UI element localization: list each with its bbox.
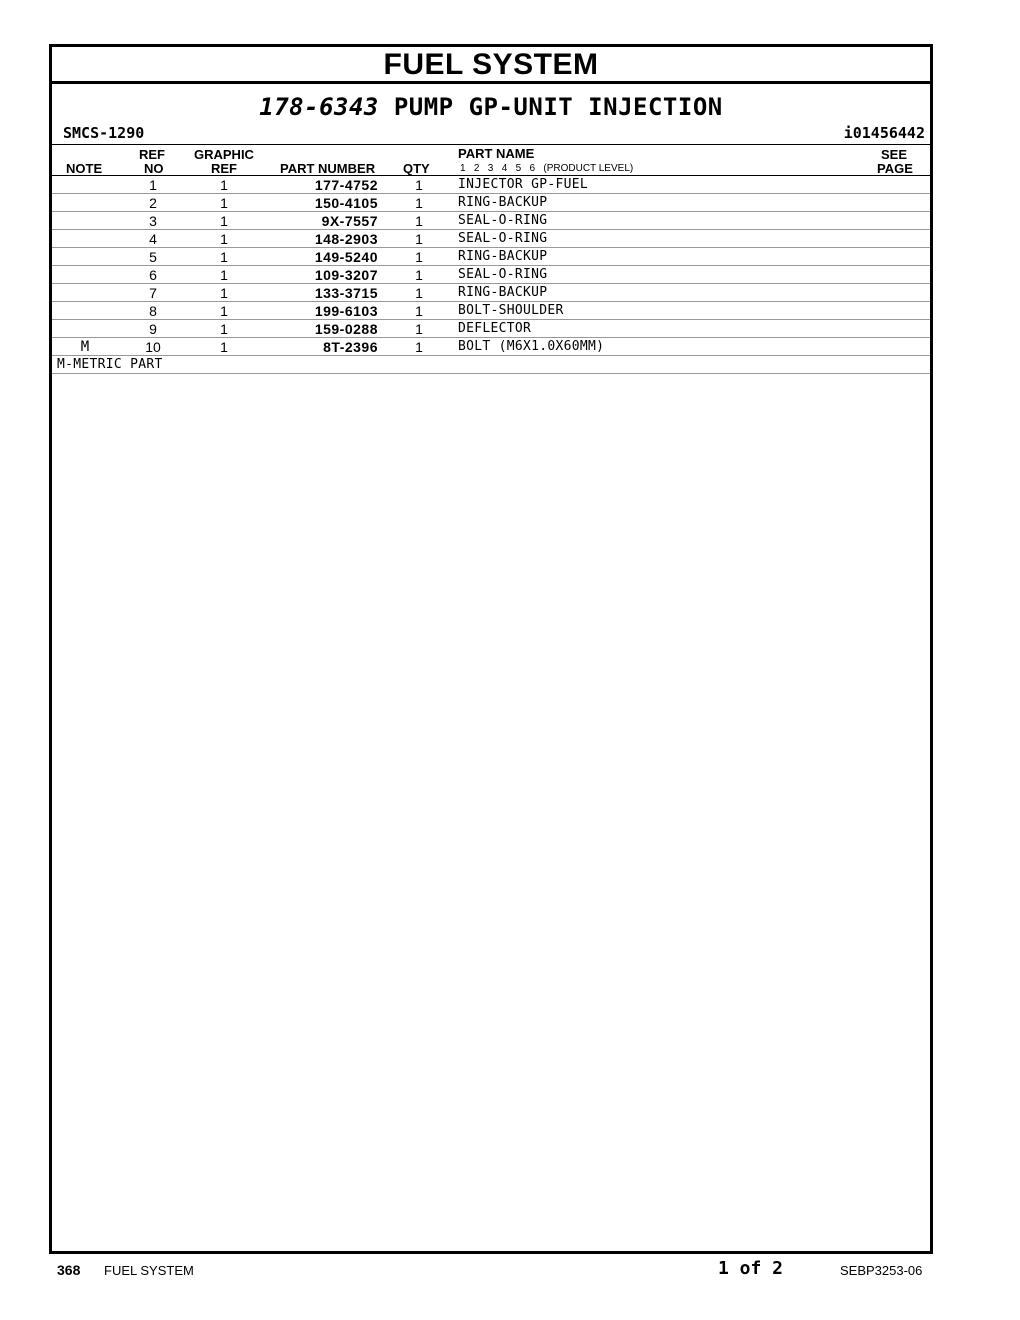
section-title: FUEL SYSTEM <box>52 47 930 84</box>
row-part-name: BOLT (M6X1.0X60MM) <box>458 339 605 354</box>
row-qty: 1 <box>415 195 423 211</box>
row-part-name: RING-BACKUP <box>458 249 548 264</box>
page-number: 368 <box>57 1262 81 1278</box>
row-part-number: 149-5240 <box>314 249 378 265</box>
row-part-name: SEAL-O-RING <box>458 213 548 228</box>
row-part-number: 199-6103 <box>314 303 378 319</box>
row-part-name: SEAL-O-RING <box>458 267 548 282</box>
row-part-name: RING-BACKUP <box>458 285 548 300</box>
table-row <box>52 212 930 230</box>
row-part-name: RING-BACKUP <box>458 195 548 210</box>
row-part-number: 148-2903 <box>314 231 378 247</box>
row-part-name: INJECTOR GP-FUEL <box>458 177 589 192</box>
table-header <box>52 145 930 176</box>
row-ref-no: 7 <box>149 285 157 301</box>
group-title <box>52 92 930 122</box>
row-qty: 1 <box>415 231 423 247</box>
row-qty: 1 <box>415 285 423 301</box>
header-ref-line2: NO <box>144 161 164 176</box>
header-product-level: 1 2 3 4 5 6 (PRODUCT LEVEL) <box>460 163 634 174</box>
row-graphic-ref: 1 <box>220 177 228 193</box>
row-part-number: 159-0288 <box>314 321 378 337</box>
row-qty: 1 <box>415 303 423 319</box>
row-part-number: 133-3715 <box>314 285 378 301</box>
row-graphic-ref: 1 <box>220 195 228 211</box>
row-qty: 1 <box>415 339 423 355</box>
row-ref-no: 6 <box>149 267 157 283</box>
row-note: M <box>80 339 90 355</box>
sheet-indicator: 1 of 2 <box>718 1258 784 1279</box>
table-row <box>52 320 930 338</box>
header-ref-line1: REF <box>139 147 165 162</box>
header-note: NOTE <box>66 161 103 176</box>
table-row <box>52 302 930 320</box>
row-ref-no: 2 <box>149 195 157 211</box>
row-ref-no: 1 <box>149 177 157 193</box>
row-graphic-ref: 1 <box>220 249 228 265</box>
table-row <box>52 176 930 194</box>
row-graphic-ref: 1 <box>220 321 228 337</box>
table-row <box>52 338 930 356</box>
row-part-name: DEFLECTOR <box>458 321 532 336</box>
page-footer <box>0 1258 1020 1288</box>
table-row <box>52 248 930 266</box>
row-qty: 1 <box>415 177 423 193</box>
table-row <box>52 194 930 212</box>
metric-footnote: M-METRIC PART <box>52 356 930 374</box>
row-part-name: SEAL-O-RING <box>458 231 548 246</box>
row-part-number: 177-4752 <box>314 177 378 193</box>
footer-section: FUEL SYSTEM <box>104 1263 194 1278</box>
header-graphic-line2: REF <box>211 161 237 176</box>
row-graphic-ref: 1 <box>220 231 228 247</box>
row-graphic-ref: 1 <box>220 285 228 301</box>
row-part-number: 150-4105 <box>314 195 378 211</box>
row-ref-no: 8 <box>149 303 157 319</box>
header-see-line2: PAGE <box>877 161 913 176</box>
row-qty: 1 <box>415 321 423 337</box>
header-graphic-line1: GRAPHIC <box>194 147 254 162</box>
row-ref-no: 9 <box>149 321 157 337</box>
row-qty: 1 <box>415 213 423 229</box>
row-graphic-ref: 1 <box>220 213 228 229</box>
header-part-name: PART NAME <box>458 146 535 161</box>
row-ref-no: 4 <box>149 231 157 247</box>
smcs-code: SMCS-1290 <box>63 124 145 142</box>
row-part-name: BOLT-SHOULDER <box>458 303 564 318</box>
row-part-number: 8T-2396 <box>323 339 378 355</box>
row-ref-no: 3 <box>149 213 157 229</box>
header-part-number: PART NUMBER <box>280 161 376 176</box>
illustration-id: i01456442 <box>843 124 925 142</box>
group-name: PUMP GP-UNIT INJECTION <box>393 93 723 121</box>
parts-list <box>52 176 930 374</box>
table-row <box>52 284 930 302</box>
header-see-line1: SEE <box>881 147 908 162</box>
row-part-number: 109-3207 <box>314 267 378 283</box>
group-number: 178-6343 <box>259 93 379 121</box>
header-qty: QTY <box>403 161 430 176</box>
row-graphic-ref: 1 <box>220 303 228 319</box>
smcs-row <box>52 122 930 145</box>
document-number: SEBP3253-06 <box>840 1263 923 1278</box>
table-row <box>52 266 930 284</box>
row-qty: 1 <box>415 267 423 283</box>
parts-page-frame <box>49 44 933 1254</box>
row-ref-no: 5 <box>149 249 157 265</box>
row-ref-no: 10 <box>145 339 161 355</box>
row-part-number: 9X-7557 <box>321 213 378 229</box>
row-graphic-ref: 1 <box>220 339 228 355</box>
row-qty: 1 <box>415 249 423 265</box>
table-row <box>52 230 930 248</box>
row-graphic-ref: 1 <box>220 267 228 283</box>
